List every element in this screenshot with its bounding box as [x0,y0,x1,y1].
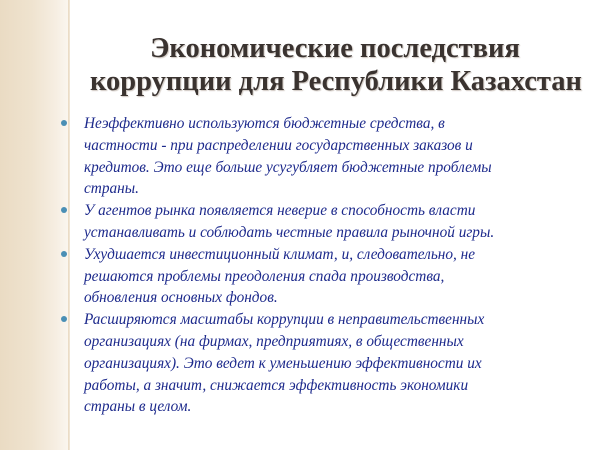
title-line-1: Экономические последствия [150,33,520,64]
bullet-item-market-distrust [58,200,593,244]
bullet-text-line: У агентов рынка появляется неверие в способность власти [84,202,476,220]
bullet-dot-icon [61,316,67,322]
bullet-dot-icon [61,207,67,213]
bullet-text-line: Расширяются масштабы коррупции в неправительственных [84,311,485,329]
bullet-text-line: организациях). Это ведет к уменьшению эффективности их [84,354,482,372]
bullet-text-line: кредитов. Это еще больше усугубляет бюджетные проблемы [84,158,492,176]
bullet-item-investment-climate [58,244,593,309]
bullet-text-line: организациях (на фирмах, предприятиях, в общественных [84,332,464,350]
bullet-text-line: обновления основных фондов. [84,289,278,307]
bullet-text-line: работы, а значит, снижается эффективность экономики [84,376,469,394]
slide-title [90,32,580,98]
bullet-dot-icon [61,120,67,126]
bullet-item-budget [58,113,593,200]
bullet-text-line: страны. [84,180,139,198]
bullet-item-ngo-corruption [58,309,593,418]
bullet-text-line: решаются проблемы преодоления спада производства, [84,267,445,285]
bullet-text-line: частности - при распределении государственных заказов и [84,136,473,154]
bullet-text-line: Ухудшается инвестиционный климат, и, следовательно, не [84,245,476,263]
title-line-2: коррупции для Республики Казахстан [90,66,582,97]
bullet-dot-icon [61,251,67,257]
bullet-text-line: устанавливать и соблюдать честные правила рыночной игры. [84,223,495,241]
bullet-text-line: Неэффективно используются бюджетные средства, в [84,115,445,132]
bullet-text-line: страны в целом. [84,398,192,416]
bullet-list [58,113,593,418]
